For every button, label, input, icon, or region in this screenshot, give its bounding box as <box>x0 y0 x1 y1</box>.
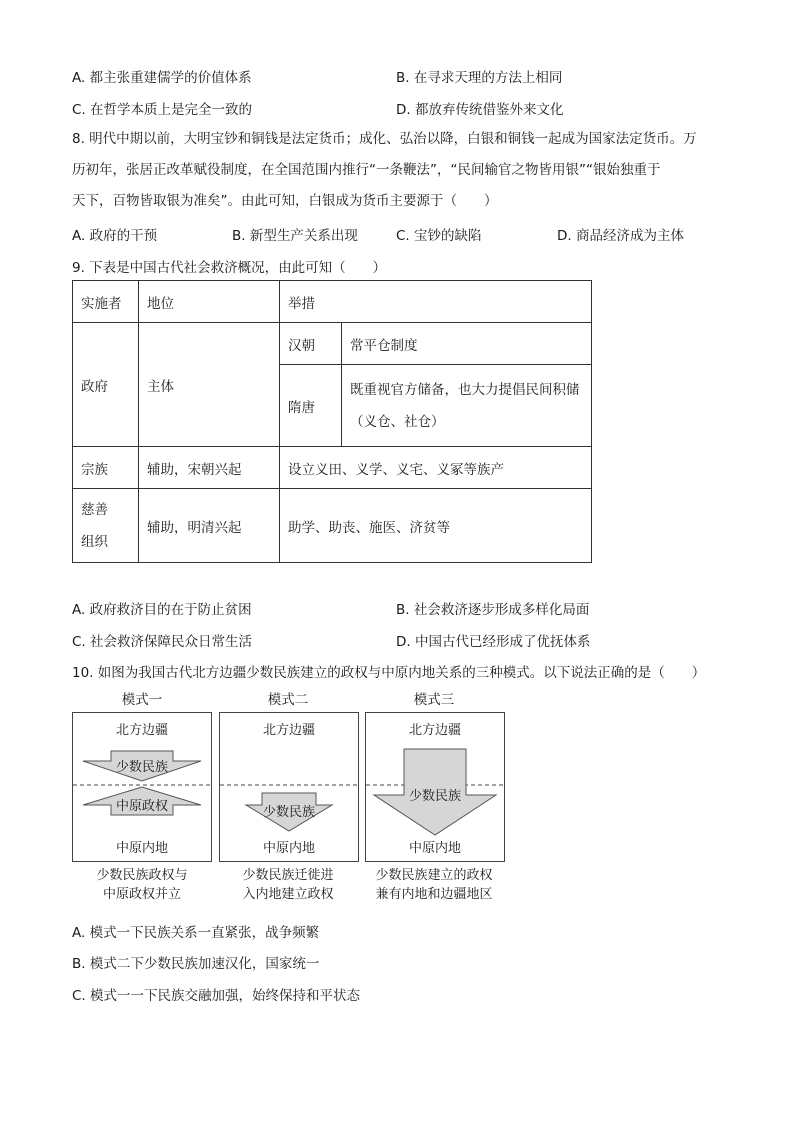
charity-actor-line-1: 慈善 <box>81 501 108 518</box>
cell-charity-measure: 助学、助丧、施医、济贫等 <box>280 489 592 563</box>
q8-option-b: B. 新型生产关系出现 <box>232 228 358 244</box>
q8-option-d: D. 商品经济成为主体 <box>557 228 684 244</box>
mode-2-arrow-label: 少数民族 <box>262 805 315 820</box>
mode-1-caption <box>72 866 212 904</box>
mode-1-caption-line-1: 少数民族政权与 <box>96 868 188 883</box>
cell-han-dynasty: 汉朝 <box>280 323 342 365</box>
mode-2-south-label: 中原内地 <box>262 841 315 856</box>
q10-option-a: A. 模式一下民族关系一直紧张，战争频繁 <box>72 925 320 941</box>
q10-stem: 10. 如图为我国古代北方边疆少数民族建立的政权与中原内地关系的三种模式。以下说法正确的是（ ） <box>72 665 706 681</box>
cell-charity-actor <box>73 489 139 563</box>
table-row <box>73 323 592 365</box>
mode-1-lower-arrow-label: 中原政权 <box>115 799 168 814</box>
mode-3-caption-line-2: 兼有内地和边疆地区 <box>375 887 493 902</box>
q9-option-d: D. 中国古代已经形成了优抚体系 <box>396 634 591 650</box>
suitang-measure-line-2: （义仓、社仓） <box>350 413 445 430</box>
mode-2-box <box>219 712 359 862</box>
q10-option-c: C. 模式一一下民族交融加强，始终保持和平状态 <box>72 988 361 1004</box>
header-actor: 实施者 <box>73 281 139 323</box>
q8-option-c: C. 宝钞的缺陷 <box>396 228 482 244</box>
suitang-measure-line-1: 既重视官方储备，也大力提倡民间积储 <box>350 381 580 398</box>
mode-2-north-label: 北方边疆 <box>262 723 315 738</box>
q9-stem: 9. 下表是中国古代社会救济概况，由此可知（ ） <box>72 260 387 276</box>
mode-3-arrow-label: 少数民族 <box>408 789 461 804</box>
q7-option-a: A. 都主张重建儒学的价值体系 <box>72 70 252 86</box>
q10-option-b: B. 模式二下少数民族加速汉化，国家统一 <box>72 956 320 972</box>
q8-stem-line-1: 8. 明代中期以前，大明宝钞和铜钱是法定货币；成化、弘治以降，白银和铜钱一起成为国家法定货币。万 <box>72 131 697 147</box>
q7-option-b: B. 在寻求天理的方法上相同 <box>396 70 563 86</box>
cell-suitang-dynasty: 隋唐 <box>280 365 342 447</box>
mode-3-title: 模式三 <box>413 692 455 708</box>
mode-1-upper-arrow-label: 少数民族 <box>115 760 168 775</box>
mode-3-north-label: 北方边疆 <box>408 723 461 738</box>
q8-option-a: A. 政府的干预 <box>72 228 158 244</box>
mode-1-caption-line-2: 中原政权并立 <box>102 887 181 902</box>
q9-option-c: C. 社会救济保障民众日常生活 <box>72 634 253 650</box>
mode-1-box <box>72 712 212 862</box>
mode-3-caption-line-1: 少数民族建立的政权 <box>375 868 493 883</box>
mode-2-title: 模式二 <box>267 692 309 708</box>
table-header-row <box>73 281 592 323</box>
cell-han-measure: 常平仓制度 <box>342 323 592 365</box>
mode-2-caption-line-2: 入内地建立政权 <box>242 887 334 902</box>
q8-stem-line-3: 天下，百物皆取银为准矣”。由此可知，白银成为货币主要源于（ ） <box>72 193 498 209</box>
q9-option-b: B. 社会救济逐步形成多样化局面 <box>396 602 590 618</box>
cell-charity-status: 辅助，明清兴起 <box>139 489 280 563</box>
cell-gov-actor: 政府 <box>73 323 139 447</box>
table-row <box>73 447 592 489</box>
q8-stem <box>72 124 722 217</box>
charity-actor-line-2: 组织 <box>81 533 108 550</box>
mode-1-north-label: 北方边疆 <box>115 723 168 738</box>
header-measure: 举措 <box>280 281 592 323</box>
mode-1-title: 模式一 <box>121 692 163 708</box>
table-row <box>73 489 592 563</box>
cell-clan-status: 辅助，宋朝兴起 <box>139 447 280 489</box>
mode-2-caption-line-1: 少数民族迁徙进 <box>242 868 334 883</box>
q7-option-d: D. 都放弃传统借鉴外来文化 <box>396 102 564 118</box>
mode-2-caption <box>218 866 358 904</box>
relation-modes-figure <box>72 688 512 908</box>
q8-stem-line-2: 历初年，张居正改革赋役制度，在全国范围内推行“一条鞭法”，“民间输官之物皆用银”“银始独重于 <box>72 162 661 178</box>
cell-clan-actor: 宗族 <box>73 447 139 489</box>
mode-3-box <box>365 712 505 862</box>
cell-clan-measure: 设立义田、义学、义宅、义冢等族产 <box>280 447 592 489</box>
q7-option-c: C. 在哲学本质上是完全一致的 <box>72 102 253 118</box>
mode-3-caption <box>364 866 504 904</box>
cell-gov-status: 主体 <box>139 323 280 447</box>
mode-3-south-label: 中原内地 <box>408 841 461 856</box>
header-status: 地位 <box>139 281 280 323</box>
q9-option-a: A. 政府救济目的在于防止贫困 <box>72 602 252 618</box>
mode-1-south-label: 中原内地 <box>115 841 168 856</box>
relief-table <box>72 280 592 563</box>
cell-suitang-measure <box>342 365 592 447</box>
